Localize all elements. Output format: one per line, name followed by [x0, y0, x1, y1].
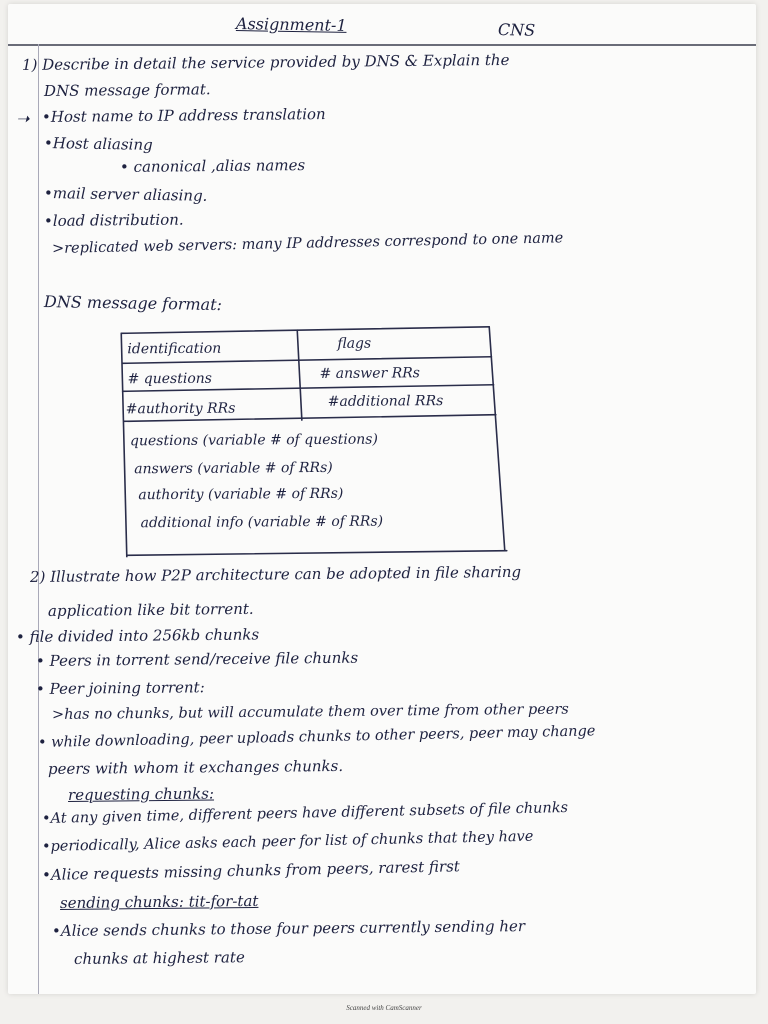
cell-authority-rrs: #authority RRs [125, 400, 236, 418]
format-heading: DNS message format: [43, 292, 223, 315]
q2-line2: application like bit torrent. [47, 599, 254, 620]
service-item: •mail server aliasing. [43, 184, 208, 205]
service-item: •Host name to IP address translation [41, 105, 326, 126]
service-item: • canonical ,alias names [119, 156, 306, 176]
q2-note: >has no chunks, but will accumulate them over time from other peers [51, 701, 569, 723]
dns-message-format-table [119, 323, 509, 558]
q2-subheading: requesting chunks: [67, 784, 215, 804]
margin-line [38, 44, 39, 994]
cell-answer-rrs: # answer RRs [319, 365, 420, 382]
service-item: >replicated web servers: many IP addresses correspond to one name [51, 230, 564, 257]
table-body-line: questions (variable # of questions) [129, 431, 378, 450]
q2-note: • while downloading, peer uploads chunks to other peers, peer may change [37, 723, 596, 751]
q2-note: •Alice requests missing chunks from peers, rarest first [41, 857, 461, 884]
table-body-line: authority (variable # of RRs) [138, 485, 344, 504]
service-item: •Host aliasing [43, 134, 153, 154]
scanner-watermark: Scanned with CamScanner [346, 1004, 422, 1012]
cell-flags: flags [337, 335, 372, 352]
q2-subheading: sending chunks: tit-for-tat [59, 891, 259, 912]
q2-note: chunks at highest rate [73, 948, 245, 968]
cell-additional-rrs: #additional RRs [327, 393, 444, 410]
q2-note: • Peers in torrent send/receive file chunks [35, 648, 359, 670]
table-body-line: answers (variable # of RRs) [134, 459, 333, 478]
arrow-mark-icon: ➝ [16, 109, 30, 128]
q2-note: •At any given time, different peers have different subsets of file chunks [41, 799, 569, 827]
q2-note: •Alice sends chunks to those four peers currently sending her [51, 917, 526, 940]
q2-note: •periodically, Alice asks each peer for list of chunks that they have [41, 828, 534, 855]
q2-note: peers with whom it exchanges chunks. [47, 756, 344, 778]
table-body-line: additional info (variable # of RRs) [140, 513, 384, 532]
cell-questions: # questions [127, 370, 213, 388]
q2-note: • Peer joining torrent: [35, 678, 205, 698]
subject-label: CNS [497, 20, 536, 40]
q1-line1: 1) Describe in detail the service provided by DNS & Explain the [21, 50, 510, 74]
notebook-page [8, 4, 756, 994]
q2-line1: 2) Illustrate how P2P architecture can be adopted in file sharing [29, 562, 522, 586]
service-item: •load distribution. [43, 210, 184, 230]
q1-line2: DNS message format. [43, 80, 211, 100]
cell-identification: identification [127, 340, 222, 358]
q2-note: • file divided into 256kb chunks [15, 625, 260, 646]
page-title: Assignment-1 [235, 14, 347, 35]
top-rule-line [8, 44, 756, 46]
